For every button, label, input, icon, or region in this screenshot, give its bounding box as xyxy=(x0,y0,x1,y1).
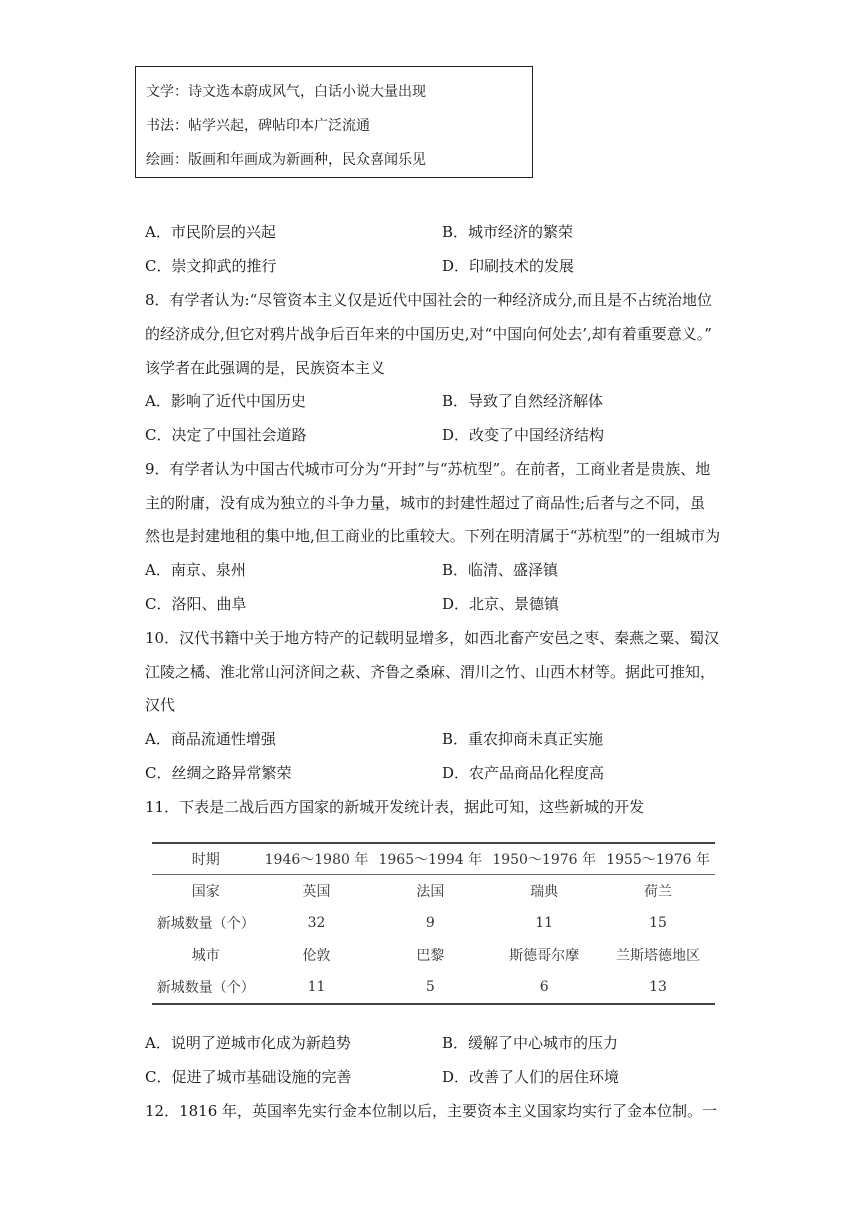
q11-option-a: A．说明了逆城市化成为新趋势 xyxy=(145,1034,351,1052)
q9-stem-line-2: 主的附庸，没有成为独立的斗争力量，城市的封建性超过了商品性;后者与之不同，虽 xyxy=(145,494,706,512)
table-cell: 15 xyxy=(649,915,667,931)
q9-stem-line-1: 9．有学者认为中国古代城市可分为“开封”与“苏杭型”。在前者，工商业者是贵族、地 xyxy=(145,460,711,478)
table-header-cell: 1965～1994 年 xyxy=(373,843,487,875)
table-cell: 11 xyxy=(535,915,554,931)
table-cell: 瑞典 xyxy=(530,884,559,900)
q10-option-a: A．商品流通性增强 xyxy=(145,730,276,748)
q10-option-b: B．重农抑商未真正实施 xyxy=(442,730,604,748)
q8-option-c: C．决定了中国社会道路 xyxy=(145,426,307,444)
q7-option-c: C．崇文抑武的推行 xyxy=(145,257,277,275)
table-cell: 11 xyxy=(260,971,374,1004)
table-header-cell: 1955～1976 年 xyxy=(601,843,715,875)
table-cell: 英国 xyxy=(302,884,331,900)
table-cell: 新城数量（个） xyxy=(152,971,260,1004)
table-header-cell: 1946～1980 年 xyxy=(260,843,374,875)
q8-option-d: D．改变了中国经济结构 xyxy=(442,426,605,444)
q9-stem-line-3: 然也是封建地租的集中地,但工商业的比重较大。下列在明清属于“苏杭型”的一组城市为 xyxy=(145,527,721,545)
material-line-calligraphy: 书法：帖学兴起，碑帖印本广泛流通 xyxy=(146,118,370,134)
table-cell: 新城数量（个） xyxy=(156,916,255,932)
q11-stem: 11．下表是二战后西方国家的新城开发统计表，据此可知，这些新城的开发 xyxy=(145,798,645,816)
q10-stem-line-3: 汉代 xyxy=(145,696,176,714)
q7-option-d: D．印刷技术的发展 xyxy=(442,257,575,275)
q7-option-a: A．市民阶层的兴起 xyxy=(145,223,276,241)
q10-stem-line-1: 10．汉代书籍中关于地方特产的记载明显增多，如西北畜产安邑之枣、秦燕之粟、蜀汉 xyxy=(145,629,720,647)
q9-option-d: D．北京、景德镇 xyxy=(442,595,560,613)
new-town-statistics-table xyxy=(152,842,715,1005)
table-cell: 国家 xyxy=(191,884,220,900)
q8-option-b: B．导致了自然经济解体 xyxy=(442,392,604,410)
table-cell: 伦敦 xyxy=(302,948,331,964)
table-cell: 32 xyxy=(307,915,326,931)
table-cell: 城市 xyxy=(191,948,220,964)
q9-option-a: A．南京、泉州 xyxy=(145,561,246,579)
table-row xyxy=(152,875,715,908)
table-header-cell: 时期 xyxy=(152,843,260,875)
table-row xyxy=(152,939,715,971)
q11-option-b: B．缓解了中心城市的压力 xyxy=(442,1034,619,1052)
table-row xyxy=(152,971,715,1004)
q10-stem-line-2: 江陵之橘、淮北常山河济间之萩、齐鲁之桑麻、渭川之竹、山西木材等。据此可推知， xyxy=(145,663,716,681)
table-cell: 6 xyxy=(487,971,601,1004)
table-cell: 9 xyxy=(425,915,435,931)
q8-stem-line-2: 的经济成分,但它对鸦片战争后百年来的中国历史,对“中国向何处去’,却有着重要意义。” xyxy=(145,325,712,343)
table-cell: 5 xyxy=(373,971,487,1004)
q10-option-c: C．丝绸之路异常繁荣 xyxy=(145,764,292,782)
q8-option-a: A．影响了近代中国历史 xyxy=(145,392,306,410)
table-header-row xyxy=(152,843,715,875)
q11-option-d: D．改善了人们的居住环境 xyxy=(442,1068,620,1086)
table-cell: 兰斯塔德地区 xyxy=(616,948,701,964)
material-line-literature: 文学：诗文选本蔚成风气，白话小说大量出现 xyxy=(146,84,426,100)
table-cell: 13 xyxy=(601,971,715,1004)
q7-option-b: B．城市经济的繁荣 xyxy=(442,223,574,241)
table-cell: 法国 xyxy=(416,884,445,900)
table-header-cell: 1950～1976 年 xyxy=(487,843,601,875)
q9-option-b: B．临清、盛泽镇 xyxy=(442,561,559,579)
q12-stem-line-1: 12．1816 年，英国率先实行金本位制以后，主要资本主义国家均实行了金本位制。一 xyxy=(145,1102,718,1120)
q8-stem-line-1: 8．有学者认为:“尽管资本主义仅是近代中国社会的一种经济成分,而且是不占统治地位 xyxy=(145,291,713,309)
table-cell: 荷兰 xyxy=(644,884,673,900)
q10-option-d: D．农产品商品化程度高 xyxy=(442,764,605,782)
table-cell: 斯德哥尔摩 xyxy=(509,948,580,964)
q9-option-c: C．洛阳、曲阜 xyxy=(145,595,247,613)
material-line-painting: 绘画：版画和年画成为新画种，民众喜闻乐见 xyxy=(146,152,426,168)
q11-option-c: C．促进了城市基础设施的完善 xyxy=(145,1068,352,1086)
table-cell: 巴黎 xyxy=(416,948,445,964)
q8-stem-line-3: 该学者在此强调的是，民族资本主义 xyxy=(145,359,386,377)
material-box xyxy=(135,66,533,178)
table-row xyxy=(152,907,715,939)
